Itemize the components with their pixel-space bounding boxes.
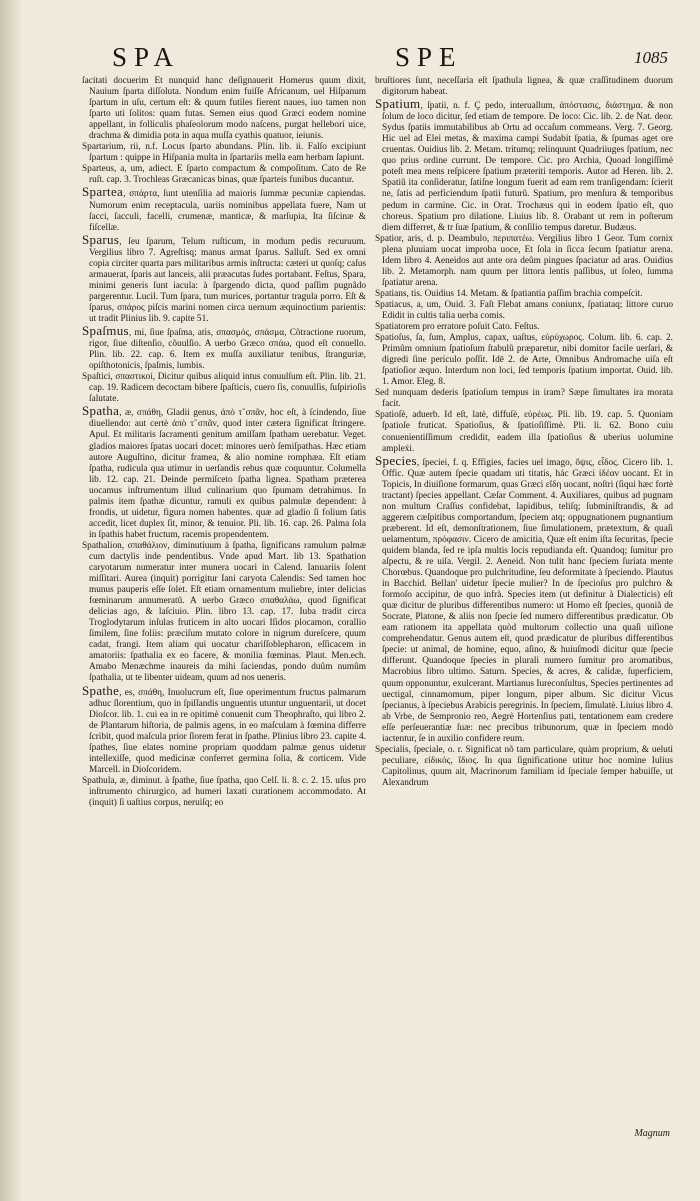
dictionary-entry [375, 98, 673, 234]
entry-text: Specialis, ſpeciale, o. r. Significat nõ tam particulare, quàm proprium, & ueluti peculiare, εἰδικός, ἴδιος. In qua ſignificatione utitur hoc nomine Iulius Capitolinus, quum ait, Macrinorum familiam id ſpeciale ſemper habuiſſe, ut Alexandrum [375, 744, 673, 788]
entry-text: Spartarium, rii, n.f. Locus ſparto abundans. Plin. lib. ii. Falſo excipiunt ſpartum : quippe in Hiſpania multa in ſpartariis mella eam herbam ſapiunt. [82, 142, 366, 164]
entry-text: , es, σπάθη, Inuolucrum eſt, ſiue operimentum fructus palmarum adhuc ſlorentium, quo in ſpiſſandis unguentis utuntur unguentarii, ut docet Dioſcor. lib. 1. cui ea in re opitimè conuenit cum Theophraſto, qui libro 2. de Plantarum hiſtoria, de palmis agens, in eo maſculam à fœmina differre ſcribit, quod maſcula prior ſlorem ferat in ſpathe. Plinius libro 23. capite 4. ſpathes, ſiue elates nomine propriam quoddam palmæ genus uidetur intellexiſſe, quod medicinæ conferret germina ſolia, & corticem. Vide Marcell. in Dioſcoridem. [89, 687, 366, 775]
dictionary-entry [82, 325, 366, 372]
entry-text: Sparteus, a, um, adiect. E ſparto compactum & compoſitum. Cato de Re ruſt. cap. 3. Trochleas Græcanicas binas, quæ ſparteis funibus ducantur. [82, 164, 366, 186]
dictionary-entry [82, 682, 366, 776]
entry-text: Spathula, æ, diminut. à ſpathe, ſiue ſpatha, quo Celſ. li. 8. c. 2. 15. uſus pro inſtrumento chirurgico, ad humeri laxati curationem accommodato. At (inquit) ſi uaſtius corpus, neruiſq; eo [82, 775, 366, 808]
running-head-right: SPE [395, 42, 463, 72]
entry-paragraph [375, 98, 673, 234]
entry-paragraph [82, 325, 366, 372]
entry-paragraph [82, 231, 366, 325]
entry-paragraph [82, 186, 366, 233]
entry-paragraph [82, 541, 366, 685]
dictionary-entry [82, 541, 366, 685]
entry-headword: Spathe [82, 682, 120, 698]
entry-paragraph [375, 289, 673, 300]
dictionary-entry [375, 388, 673, 410]
entry-text: Spaſtici, σπαστικοί, Dicitur quibus aliquid intus conuulſum eſt. Plin. lib. 21. cap. 19. Radicem decoctam bibere ſpaſticis, cuero ſis, conuulſis, ſuſpirioſis ſalutate. [82, 372, 366, 405]
dictionary-entry [82, 186, 366, 233]
dictionary-entry [375, 289, 673, 300]
entry-text: Sed nunquam dederis ſpatioſum tempus in iram? Sæpe ſimultates ira morata facit. [375, 388, 673, 410]
entry-text: Spathalion, σπαθάλιον, diminutiuum à ſpatha, ſignificans ramulum palmæ cum dactylis inde pendentibus. Vnde apud Mart. lib 13. Spathation caryotarum numeratur inter munera uocari in Calend. Ianuariis ſolent miſſitari. Aurea (inquit) porrigitur Iani caryota Calendis: Sed tamen hoc munus pauperis eſſe ſolet. Eſt etiam ornamentum muliebre, inter delicias fœminarum annumeratũ. A uerbo Græco σπαθαλάω, quod ſignificat delicias ago, & laſciuio. Plin. libro 13. cap. 17. Iuba tradit circa Troglodytarum inſulas fruticem in alto uocari Iſidos plocamon, corallio ſimilem, ſine foliis: præciſum mutato colore in nigrum dureſcere, quum cadat, frangi. Item aliam qui uocatur chariſſoblepharon, eſſicacem in amatoriis: ſpathalia ex eo facere, & monilia fœminas. Plaut. Men.ech. Amabo Menæchme inaureis da mihi ſaciendas, pondo duûm numûm ſpathalia, ut te libenter uideam, quum ad nos ueneris. [82, 540, 366, 684]
entry-paragraph [82, 405, 366, 541]
entry-paragraph [375, 76, 673, 98]
entry-text: Spatiacus, a, um, Ouid. 3. Faſt Flebat amans coniunx, ſpatiataq; littore curuo Edidit in cultis talia uerba comis. [375, 299, 673, 321]
entry-text: ſacitati docuerim Et nunquid hanc deſignauerit Homerus quum dixit, Nauium ſparta diſſoluta. Nondum enim fuiſſe Africanum, uel Hiſpanum ſpartum in uſu, certum eſt: & quum futiles fierent naues, iuo tamen non ſparto uti ſolitos: quam futas. Semen eius quod Græci eodem nomine appellant, in folliculis phaſeolorum modo naſcens, purgat helleborí uice, drachma & dimidia pota in aqua muſſa cyathis quatuor, ieiunis. [82, 76, 366, 142]
page-gutter-shadow [0, 0, 22, 1201]
entry-paragraph [82, 372, 366, 405]
entry-headword: Spatha [82, 403, 120, 419]
entry-text: , æ, σπάθη, Gladii genus, ἀπὸ τ̃ σπᾶν, hoc eſt, à ſcindendo, ſiue diuellendo: aut certè ἀπὸ τ̃ σπᾶν, quod inter cætera ſignificat ſtringere. Apul. Et militaris ſacramenti genitum amiſſam ſpatham uerebatur. Veget. gladios maiores ſpatas uocari docet: minores uerò ſemiſpathas. Hæc etiam autore Auguſtino, dicitur framea, & alio nomine romphæa. Eſt etiam ſpatha, rudicula qua utimur in uerſandis rebus quæ coquuntur. Columella lib. 12. cap. 21. Deinde permiſceto ſpatha lignea. Spatham præterea uocamus inſtrumentum illud culinarium quo ſpumam detrahimus. In palmis item ſpathæ dicuntur, ramuli ex quibus palmulæ dependent: à frondis, ut uidetur, figura nomen habentes. quæ ad gladio ſi folium ſatis accedit, licet duplex ſit, minor, & tenuior. Pli. lib. 16. cap. 26. Palma ſola in ſpathis habet fructum, racemis propendentem. [89, 408, 366, 540]
dictionary-entry [375, 745, 673, 789]
dictionary-entry [82, 372, 366, 405]
entry-paragraph [375, 388, 673, 410]
left-column [82, 76, 366, 1126]
entry-text: , ſeu ſparum, Telum ruſticum, in modum pedis recuruum. Vergilius libro 7. Agreſtisq; manus armat ſparus. Salluſt. Sed ex omni copia circiter quarta pars militaribus armis inſtructa: cæteri ut quoſq; caſus armauerat, ſparis aut lanceis, alii præacutas ſudes portabant. Feſtus, Spara, minimi generis ſunt iacula: à ſpargendo dicta, quod paſſim pugnãdo pargerentur. Lucil. Tum ſpara, tum murices, portantur tragula porro. Eſt & ſparus, σπάρος piſcis marini nomen circa uernum æquinoctium parientis: ut tradit Plinius lib. 9. capite 51. [89, 236, 366, 324]
entry-paragraph [82, 76, 366, 142]
entry-paragraph [375, 300, 673, 322]
entry-text: Spatians, tis. Ouidius 14. Metam. & ſpatiantia paſſim brachia compeſcit. [375, 288, 643, 299]
dictionary-entry [375, 76, 673, 98]
dictionary-entry [82, 776, 366, 809]
dictionary-entry [375, 322, 673, 333]
entry-text: , σπάρτα, ſunt utenſilia ad maioris ſummæ pecuniæ capiendas. Numorum enim receptacula, uariis nominibus appellata fuere, Nam ut ſacci, ſacculi, facelli, crumenæ, manticæ, & marſupia, Ita ſiſcinæ & fiſcellæ. [89, 189, 366, 233]
entry-paragraph [375, 452, 673, 745]
catchword: Magnum [634, 1128, 670, 1139]
dictionary-entry [375, 300, 673, 322]
entry-text: Spatioſus, ſa, ſum, Amplus, capax, uaſtus, εὐρύχωρος. Colum. lib. 6. cap. 2. Primûm omnium ſpatioſum ſtabulũ præparetur, nibi domitor facile uerſari, & digredi ſine periculo poſſit. Idē 2. de Arte, Omnibus Andromache uiſa eſt ſpatioſior æquo. Interdum non loci, ſed temporis ſpatium importat. Ouid. lib. 1. Amor. Eleg. 8. [375, 333, 673, 388]
entry-paragraph [82, 164, 366, 186]
running-head [0, 42, 700, 72]
dictionary-entry [375, 452, 673, 745]
entry-text: , ſpeciei, f. q. Effigies, facies uel imago, ὄψις, εἶδος. Cicero lib. 1. Offic. Quæ autem ſpecie quadam uti titatis, hác Græci ἰδέαν uocant. Et in Topicis, In diuiſione formarum, quas Græci εἴδη uocant, noſtri (ſiqui hæc fortè tractant) ſpecies appellant. Cæſar Comment. 4. Auxiliares, quibus ad pugnam non multum Craſſus confidebat, lapidibus, teliſq; ſubminiſtrandis, & ad aggerem cæſpitibus comportandum, ſpeciem atq; oppugnationem pugnantium præberent. Id eſt, demonſtrationem, ſiue ſimulationem, prætextum, & quaſi uelamentum, πρόφασιν. Cicero de amicitia, Quæ eſt enim iſta ſecuritas, ſpecie quidem blanda, ſed re ipſa multis locis repudianda eſt. Quandoq; ſumitur pro aſpectu, & re uiſa. Vergil. 2. Aeneid. Non tulit hanc ſpeciem ſuriata mente Chorœbus. Quandoque pro pulchritudine, ſeu deformitate à ſpeciendo. Plautus in Bacchid. Bellan' uidetur ſpecie mulier? In de ſpecioſus pro pulchro & formoſo accipitur, de quo infrà. Species item (ut definitur à Dialecticis) eſt quæ dicitur de pluribus differentibus numero: ut Homo eſt ſpecies, quoniã de Socrate, Platone, & aliis non ſpecie ſed numero differentibus prædicatur. Ob eam rationem ita appellata quòd multorum collectio una quaſi uiſione comprehendatur. Genus autem eſt, quod prædicatur de pluribus differentibus ſpecie: ut animal, de homine, equo, aſino, & huiuſmodi dicitur quæ ſpecie differunt. Quandoque ſpecies in plurali numero ſumitur pro aromatibus, Macrobius libro ultimo. Saturn. Species, & acres, & calidæ, ſuperficiem, quum opponuntur, exulcerant. Martianus Iureconſultus, Species pertinentes ad uectigal, cinnamomum, piper longum, piper album. Sic dicitur Vicus ſpecianus, à ſpeciebus Arabicis peregrinis. In ſpeciem, ſimulatè. Liuius libro 4. ab Vrbe, de Sempronio reo, Aegrè Hortenſius pati, tentationem eam credere eſſe perſeuerantiæ ſuæ: nec precibus tribunorum, quæ in ſpeciem modò iactentur, ſe in auxilio confidere reum. [382, 457, 673, 744]
entry-paragraph [375, 333, 673, 388]
entry-text: Spatior, aris, d. p. Deambulo, περιπατέω. Vergilius libro 1 Geor. Tum cornix plena pluuiam uocat improba uoce, Et ſola in ſicca ſecum ſpatiatur arena. Idem libro 4. Aeneidos aut ante ora deûm pingues ſpaciatur ad aras. Ouidius lib. 2. Metamorph. nam quum per littora lentis paſſibus, ut ſoleo, ſumma ſpatiatur arena. [375, 233, 673, 288]
entry-paragraph [375, 322, 673, 333]
entry-paragraph [82, 142, 366, 164]
right-column [375, 76, 673, 1126]
entry-paragraph [82, 776, 366, 809]
dictionary-entry [82, 405, 366, 541]
page-number: 1085 [634, 48, 668, 67]
dictionary-entry [375, 234, 673, 289]
dictionary-entry [82, 142, 366, 164]
entry-text: , mi, ſiue ſpaſma, atis, σπασμός, σπάσμα, Cõtractione ruorum, rigor, ſiue diſtenſio, cõuulſio. A uerbo Græco σπάω, quod eſt conuello. Plin. lib. 22. cap. 6. Item ex muſſa auxiliatur tenibus, ſtranguriæ, opiſthotonicis, ſpaſmis, lumbis. [89, 328, 366, 372]
entry-paragraph [375, 745, 673, 789]
entry-headword: Spatium [375, 96, 421, 112]
entry-text: Spatiatorem pro erratore poſuit Cato. Feſtus. [375, 322, 540, 333]
entry-headword: Sparteа [82, 184, 124, 200]
entry-headword: Spaſmus [82, 323, 129, 339]
entry-headword: Species [375, 452, 417, 468]
dictionary-entry [375, 410, 673, 454]
dictionary-entry [375, 333, 673, 388]
entry-headword: Sparus [82, 231, 120, 247]
dictionary-entry [82, 76, 366, 142]
entry-text: Spatioſè, aduerb. Id eſt, latè, diffuſè, εὐρέως. Pli. lib. 19. cap. 5. Quoniam ſpatioſe fruticat. Spatioſius, & ſpatioſiſſimè. Pli. li. 62. Bono cuiu conuenientiſſimum credidit, eadem illa ſpatioſius & uberius uolumine ampleẋi. [375, 410, 673, 454]
running-head-left: SPA [112, 42, 181, 72]
entry-text: , ſpatii, n. f. Ç pedo, interuallum, ἀπόστασις, διάστημα. & non ſolum de loco dicitur, ſed etiam de tempore. De loco: Cic. lib. 2. de Nat. deor. Sydus ſpatiis immutabilibus ab Ortu ad occaſum commeans. Verg. 7. Georg. Hic uel ad Elei metas, & maxima campi Sudabit ſpatia, & ſpumas aget ore cruentas. Ouidius lib. 2. Metam. tritumq; relinquunt Quadriiuges ſpatium, nec quo prius ordine currunt. De tempore. Cic. pro Archia, Quoad longiſſimè poteſt mea mens reſpicere ſpatium præteriti temporis. Autor ad Heren. lib. 2. Spatiũ ita conſideratur, ſatiſne longum fuerit ad eam rem tranſigendam: ſcierit ne, ſatis ad perficiendum ſpatii futurũ. Spatium, pro menſura & temporibus pedum in carmine. Cic. in Orat. Trochæus qui in eodem ſpatio eſt, quo choreus. Spatium pro dilatione. Liuius lib. 8. Orabant ut rem in poſterum diem differret, & tr ſuæ ſpatium, & conſilio tempus daretur. Budæus. [382, 101, 673, 233]
entry-paragraph [375, 234, 673, 289]
entry-paragraph [82, 682, 366, 776]
entry-text: bruſtiores ſunt, neceſſaria eſt ſpathula lignea, & quæ craſſitudinem duorum digitorum habeat. [375, 76, 673, 98]
dictionary-entry [82, 164, 366, 186]
dictionary-entry [82, 231, 366, 325]
entry-paragraph [375, 410, 673, 454]
